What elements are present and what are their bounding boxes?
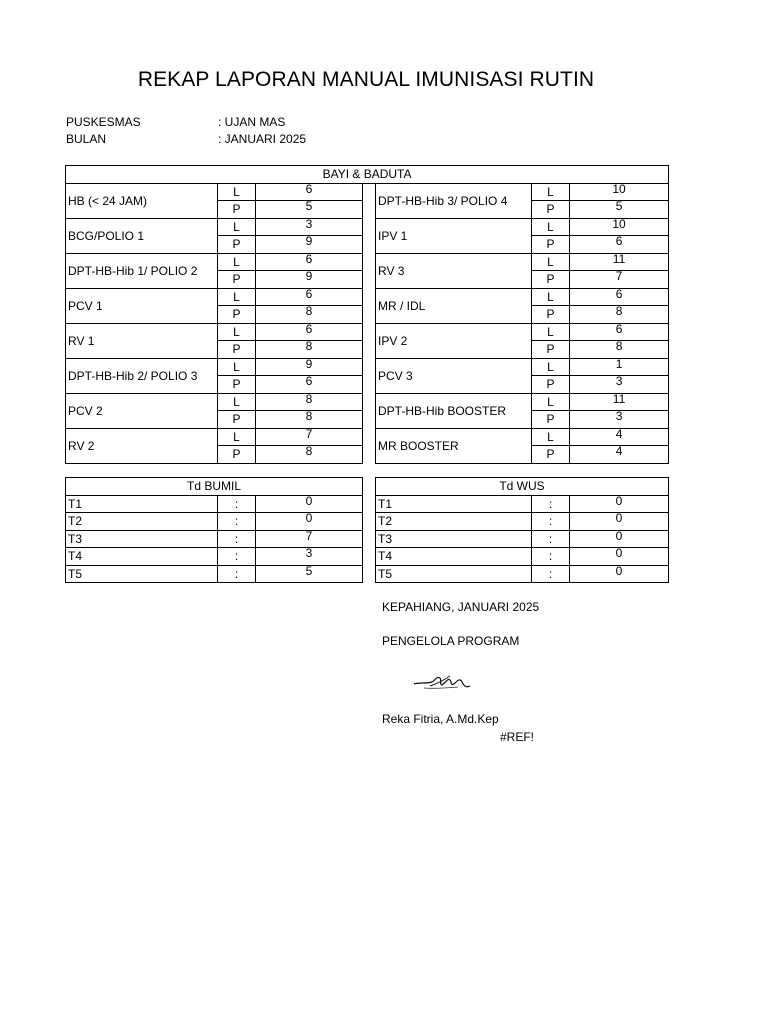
td-label: T1 [376,495,532,513]
vaccine-count: 5 [570,201,669,219]
sex-label: L [532,428,570,446]
vaccine-name: PCV 2 [66,393,218,428]
vaccine-name: DPT-HB-Hib 3/ POLIO 4 [376,183,532,218]
signature-place-date: KEPAHIANG, JANUARI 2025 [382,600,540,614]
vaccine-count: 6 [570,323,669,341]
vaccine-count: 10 [570,218,669,236]
info-label: PUSKESMAS [66,115,141,129]
vaccine-count: 11 [570,253,669,271]
vaccine-count: 3 [570,376,669,394]
table-row [66,495,669,513]
vaccine-count: 1 [570,358,669,376]
sex-label: P [218,376,256,394]
table-row [66,428,669,446]
sex-label: L [218,253,256,271]
vaccine-count: 7 [256,428,363,446]
td-value: 0 [570,513,669,531]
td-colon: : [218,548,256,566]
vaccine-count: 8 [570,341,669,359]
bayi-header: BAYI & BADUTA [66,166,669,184]
vaccine-count: 6 [256,288,363,306]
vaccine-count: 6 [256,376,363,394]
td-value: 0 [256,495,363,513]
vaccine-name: HB (< 24 JAM) [66,183,218,218]
td-colon: : [218,530,256,548]
sex-label: L [218,323,256,341]
td-value: 0 [570,565,669,583]
td-colon: : [218,513,256,531]
sex-label: L [532,358,570,376]
vaccine-count: 4 [570,446,669,464]
column-gap [363,236,376,254]
table-row [66,218,669,236]
td-label: T2 [376,513,532,531]
vaccine-name: RV 1 [66,323,218,358]
vaccine-name: RV 3 [376,253,532,288]
td-value: 7 [256,530,363,548]
table-row [66,358,669,376]
td-colon: : [532,530,570,548]
sex-label: L [218,218,256,236]
vaccine-name: BCG/POLIO 1 [66,218,218,253]
sex-label: L [218,428,256,446]
table-row [66,288,669,306]
signature-role: PENGELOLA PROGRAM [382,634,520,648]
td-label: T1 [66,495,218,513]
table-row [66,565,669,583]
td-table [65,477,669,583]
td-colon: : [532,495,570,513]
vaccine-count: 6 [256,253,363,271]
column-gap [363,393,376,411]
td-colon: : [218,495,256,513]
vaccine-count: 9 [256,358,363,376]
table-row [66,323,669,341]
table-row [66,548,669,566]
info-puskesmas [66,115,285,129]
td-label: T5 [66,565,218,583]
vaccine-count: 9 [256,236,363,254]
column-gap [363,341,376,359]
bayi-baduta-table [65,165,669,464]
vaccine-count: 8 [256,341,363,359]
vaccine-name: IPV 1 [376,218,532,253]
column-gap [363,323,376,341]
sex-label: L [218,183,256,201]
vaccine-count: 10 [570,183,669,201]
sex-label: P [532,236,570,254]
vaccine-name: DPT-HB-Hib 2/ POLIO 3 [66,358,218,393]
sex-label: L [218,358,256,376]
column-gap [363,306,376,324]
td-label: T4 [376,548,532,566]
td-wus-header: Td WUS [376,478,669,496]
sex-label: L [532,183,570,201]
td-value: 0 [570,548,669,566]
vaccine-count: 4 [570,428,669,446]
vaccine-name: MR / IDL [376,288,532,323]
vaccine-count: 8 [570,306,669,324]
sex-label: P [218,271,256,289]
signature-name: Reka Fitria, A.Md.Kep [382,712,499,726]
table-row [66,253,669,271]
vaccine-name: PCV 3 [376,358,532,393]
column-gap [363,428,376,446]
handwritten-signature [384,658,484,700]
vaccine-count: 6 [570,236,669,254]
column-gap [363,288,376,306]
vaccine-name: DPT-HB-Hib 1/ POLIO 2 [66,253,218,288]
vaccine-name: DPT-HB-Hib BOOSTER [376,393,532,428]
sex-label: P [532,376,570,394]
column-gap [363,446,376,464]
td-colon: : [532,513,570,531]
sex-label: L [532,393,570,411]
vaccine-name: PCV 1 [66,288,218,323]
table-row [66,530,669,548]
sex-label: P [218,411,256,429]
sex-label: P [532,201,570,219]
td-value: 3 [256,548,363,566]
ref-error: #REF! [500,730,535,744]
table-row [66,513,669,531]
vaccine-count: 7 [570,271,669,289]
info-bulan [66,132,306,146]
vaccine-count: 3 [570,411,669,429]
td-value: 5 [256,565,363,583]
td-colon: : [532,565,570,583]
info-value: : UJAN MAS [218,115,286,129]
column-gap [363,565,376,583]
info-label: BULAN [66,132,107,146]
column-gap [363,495,376,513]
column-gap [363,411,376,429]
sex-label: P [532,411,570,429]
vaccine-name: RV 2 [66,428,218,463]
info-value: : JANUARI 2025 [218,132,307,146]
vaccine-count: 6 [256,183,363,201]
sex-label: P [532,341,570,359]
vaccine-count: 6 [570,288,669,306]
sex-label: P [532,446,570,464]
column-gap [363,548,376,566]
td-colon: : [218,565,256,583]
column-gap [363,513,376,531]
table-row [66,393,669,411]
column-gap [363,201,376,219]
column-gap [363,253,376,271]
td-bumil-header: Td BUMIL [66,478,363,496]
td-label: T5 [376,565,532,583]
vaccine-count: 3 [256,218,363,236]
sex-label: P [218,201,256,219]
td-label: T2 [66,513,218,531]
sex-label: P [218,446,256,464]
sex-label: L [532,323,570,341]
sex-label: P [218,236,256,254]
sex-label: L [532,288,570,306]
vaccine-count: 6 [256,323,363,341]
column-gap [363,358,376,376]
sex-label: L [218,288,256,306]
column-gap [363,376,376,394]
td-label: T4 [66,548,218,566]
sex-label: P [532,271,570,289]
td-value: 0 [570,530,669,548]
td-colon: : [532,548,570,566]
page-title: REKAP LAPORAN MANUAL IMUNISASI RUTIN [137,68,595,91]
vaccine-count: 9 [256,271,363,289]
vaccine-count: 8 [256,446,363,464]
td-value: 0 [570,495,669,513]
td-value: 0 [256,513,363,531]
column-gap [363,530,376,548]
vaccine-count: 8 [256,306,363,324]
column-gap [363,183,376,201]
td-label: T3 [66,530,218,548]
vaccine-count: 5 [256,201,363,219]
sex-label: L [532,218,570,236]
sex-label: L [532,253,570,271]
sex-label: P [218,341,256,359]
sex-label: P [532,306,570,324]
vaccine-count: 8 [256,393,363,411]
vaccine-name: IPV 2 [376,323,532,358]
td-label: T3 [376,530,532,548]
column-gap [363,218,376,236]
sex-label: P [218,306,256,324]
vaccine-count: 11 [570,393,669,411]
sex-label: L [218,393,256,411]
vaccine-count: 8 [256,411,363,429]
table-row [66,183,669,201]
column-gap [363,478,376,496]
column-gap [363,271,376,289]
vaccine-name: MR BOOSTER [376,428,532,463]
